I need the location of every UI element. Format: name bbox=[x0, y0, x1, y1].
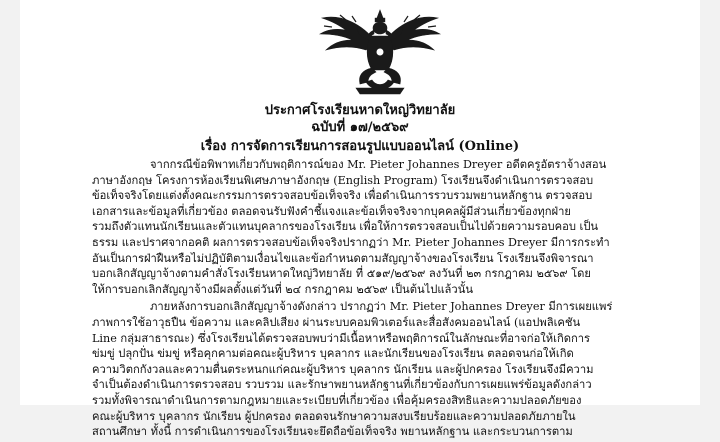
document-subject: เรื่อง การจัดการเรียนการสอนรูปแบบออนไลน์ (Online) bbox=[200, 139, 520, 154]
paragraph-2 bbox=[92, 299, 644, 439]
paragraph-line: ให้การบอกเลิกสัญญาจ้างมีผลตั้งแต่วันที่ ๒๔ กรกฎาคม ๒๕๖๙ เป็นต้นไปแล้วนั้น bbox=[92, 282, 473, 296]
document-number: ฉบับที่ ๑๗/๒๕๖๙ bbox=[311, 120, 409, 135]
paragraph-line: จากกรณีข้อพิพาทเกี่ยวกับพฤติการณ์ของ Mr. Pieter Johannes Dreyer อดีตครูอัตราจ้างสอน bbox=[150, 158, 607, 171]
document-page bbox=[20, 0, 700, 439]
paragraph-line: ภายหลังการบอกเลิกสัญญาจ้างดังกล่าว ปรากฏว่า Mr. Pieter Johannes Dreyer มีการเผยแพร่ bbox=[150, 300, 613, 314]
document-body bbox=[92, 157, 644, 442]
paragraph-line: ความวิตกกังวลและความตื่นตระหนกแก่คณะผู้บริหาร บุคลากร นักเรียน และผู้ปกครอง โรงเรียนจึงมีความ bbox=[92, 362, 594, 376]
paragraph-line: เอกสารและข้อมูลที่เกี่ยวข้อง ตลอดจนรับฟังคำชี้แจงและข้อเท็จจริงจากบุคคลผู้มีส่วนเกี่ยวข้องทุกฝ่าย bbox=[92, 204, 571, 218]
paragraph-line: จำเป็นต้องดำเนินการตรวจสอบ รวบรวม และรักษาพยานหลักฐานที่เกี่ยวข้องกับการเผยแพร่ข้อมูลดังกล่าว bbox=[92, 378, 592, 392]
paragraph-line: ภาษาอังกฤษ โครงการห้องเรียนพิเศษภาษาอังกฤษ (English Program) โรงเรียนจึงดำเนินการตรวจสอบ bbox=[92, 173, 594, 187]
paragraph-line: Line กลุ่มสาธารณะ) ซึ่งโรงเรียนได้ตรวจสอบพบว่ามีเนื้อหาหรือพฤติการณ์ในลักษณะที่อาจก่อให้เกิดการ bbox=[92, 331, 591, 345]
paragraph-line: ธรรม และปราศจากอคติ ผลการตรวจสอบข้อเท็จจริงปรากฏว่า Mr. Pieter Johannes Dreyer มีการกระทำ bbox=[92, 235, 610, 249]
paragraph-line: บอกเลิกสัญญาจ้างตามคำสั่งโรงเรียนหาดใหญ่วิทยาลัย ที่ ๕๑๙/๒๕๖๙ ลงวันที่ ๒๓ กรกฎาคม ๒๕๖๙ โดย bbox=[92, 267, 591, 281]
paragraph-line: ข้อเท็จจริงโดยแต่งตั้งคณะกรรมการตรวจสอบข้อเท็จจริง เพื่อดำเนินการรวบรวมพยานหลักฐาน ตรวจสอบ bbox=[92, 189, 593, 203]
paragraph-line: ภาพการใช้อาวุธปืน ข้อความ และคลิปเสียง ผ่านระบบคอมพิวเตอร์และสื่อสังคมออนไลน์ (แอปพลิเคชัน bbox=[92, 315, 581, 329]
garuda-emblem-icon bbox=[316, 8, 444, 96]
paragraph-line: สถานศึกษา ทั้งนี้ การดำเนินการของโรงเรียนจะยึดถือข้อเท็จจริง พยานหลักฐาน และกระบวนการตาม bbox=[92, 425, 573, 439]
paragraph-line: ข่มขู่ ปลุกปั่น ข่มขู่ หรือคุกคามต่อคณะผู้บริหาร บุคลากร และนักเรียนของโรงเรียน ตลอดจนก่อให้เกิด bbox=[92, 347, 574, 361]
paragraph-line: รวมทั้งพิจารณาดำเนินการตามกฎหมายและระเบียบที่เกี่ยวข้อง เพื่อคุ้มครองสิทธิและความปลอดภัยของ bbox=[92, 393, 582, 407]
paragraph-line: คณะผู้บริหาร บุคลากร นักเรียน ผู้ปกครอง ตลอดจนรักษาความสงบเรียบร้อยและความปลอดภัยภายใน bbox=[92, 409, 576, 423]
paragraph-1 bbox=[92, 157, 644, 297]
paragraph-line: อันเป็นการฝ่าฝืนหรือไม่ปฏิบัติตามเงื่อนไขและข้อกำหนดตามสัญญาจ้างของโรงเรียน โรงเรียนจึงพิจารณา bbox=[92, 251, 594, 265]
paragraph-line: รวมถึงตัวแทนนักเรียนและตัวแทนบุคลากรของโรงเรียน เพื่อให้การตรวจสอบเป็นไปด้วยความรอบคอบ เป็น bbox=[92, 220, 599, 234]
document-title: ประกาศโรงเรียนหาดใหญ่วิทยาลัย bbox=[264, 103, 456, 118]
